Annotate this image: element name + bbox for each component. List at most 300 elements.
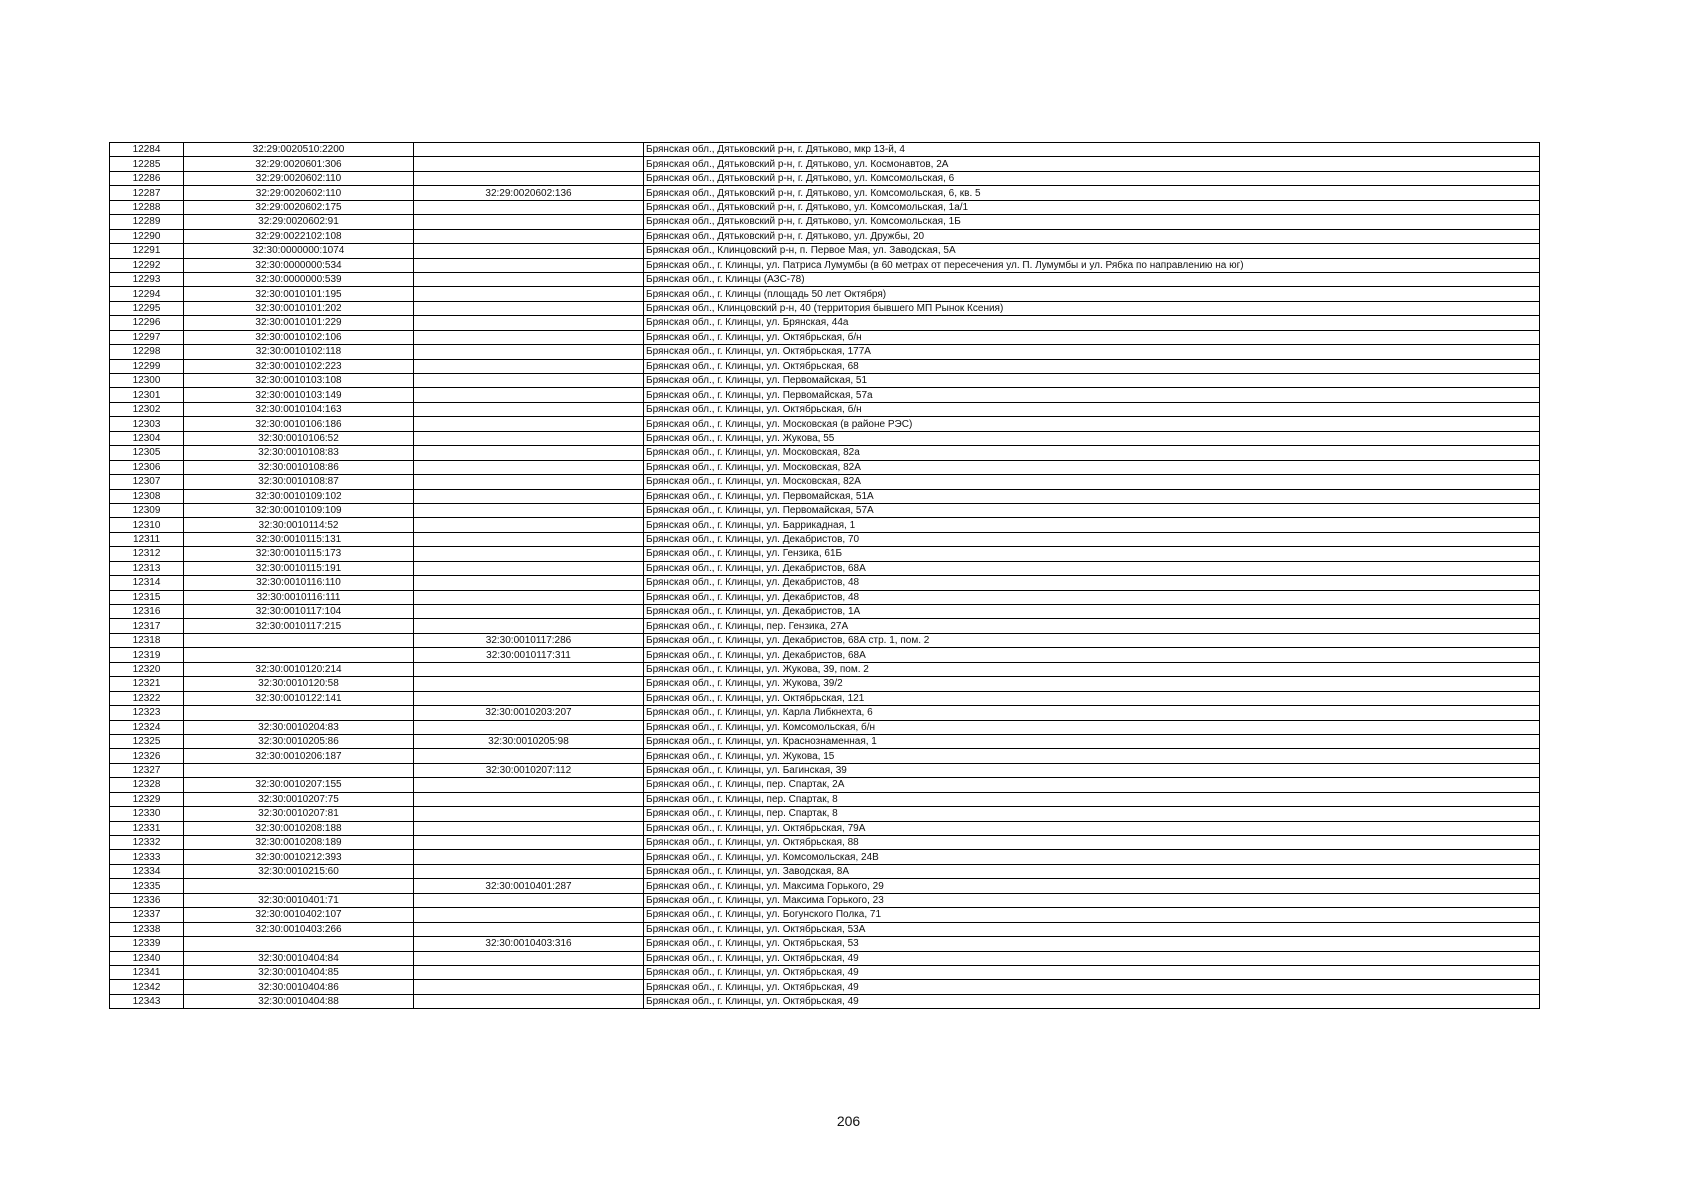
cadastral-number-building-cell [414, 301, 644, 315]
row-number-cell: 12288 [110, 200, 184, 214]
row-number-cell: 12313 [110, 561, 184, 575]
table-row [110, 374, 1540, 388]
cadastral-number-building-cell [414, 691, 644, 705]
cadastral-number-building-cell: 32:30:0010207:112 [414, 763, 644, 777]
cadastral-number-land-cell: 32:30:0010404:86 [184, 980, 414, 994]
address-cell: Брянская обл., г. Клинцы, ул. Октябрьская, 53 [644, 937, 1540, 951]
cadastral-number-building-cell [414, 749, 644, 763]
cadastral-number-land-cell: 32:30:0010207:155 [184, 778, 414, 792]
row-number-cell: 12317 [110, 619, 184, 633]
cadastral-number-land-cell: 32:29:0020602:175 [184, 200, 414, 214]
address-cell: Брянская обл., г. Клинцы, ул. Жукова, 39/2 [644, 677, 1540, 691]
row-number-cell: 12328 [110, 778, 184, 792]
table-row [110, 171, 1540, 185]
cadastral-number-building-cell [414, 893, 644, 907]
cadastral-number-building-cell [414, 792, 644, 806]
cadastral-number-land-cell: 32:30:0010115:131 [184, 532, 414, 546]
cadastral-number-land-cell [184, 763, 414, 777]
cadastral-number-land-cell: 32:30:0010206:187 [184, 749, 414, 763]
address-cell: Брянская обл., г. Клинцы, пер. Спартак, 8 [644, 807, 1540, 821]
address-cell: Брянская обл., г. Клинцы, ул. Комсомольская, 24В [644, 850, 1540, 864]
cadastral-number-land-cell: 32:29:0020602:110 [184, 186, 414, 200]
cadastral-number-land-cell: 32:30:0000000:539 [184, 272, 414, 286]
address-cell: Брянская обл., г. Клинцы, ул. Первомайская, 57А [644, 503, 1540, 517]
cadastral-number-building-cell [414, 489, 644, 503]
table-row [110, 229, 1540, 243]
cadastral-number-building-cell [414, 908, 644, 922]
row-number-cell: 12314 [110, 576, 184, 590]
cadastral-number-building-cell [414, 850, 644, 864]
table-row [110, 272, 1540, 286]
row-number-cell: 12286 [110, 171, 184, 185]
cadastral-number-building-cell: 32:30:0010203:207 [414, 706, 644, 720]
cadastral-number-building-cell [414, 965, 644, 979]
address-cell: Брянская обл., г. Клинцы, ул. Баррикадная, 1 [644, 518, 1540, 532]
address-cell: Брянская обл., Дятьковский р-н, г. Дятьково, ул. Комсомольская, 6, кв. 5 [644, 186, 1540, 200]
table-row [110, 662, 1540, 676]
cadastral-number-building-cell [414, 547, 644, 561]
row-number-cell: 12321 [110, 677, 184, 691]
cadastral-number-building-cell [414, 807, 644, 821]
cadastral-number-building-cell [414, 475, 644, 489]
cadastral-number-building-cell [414, 157, 644, 171]
cadastral-number-building-cell [414, 402, 644, 416]
table-row [110, 749, 1540, 763]
address-cell: Брянская обл., г. Клинцы, ул. Октябрьская, 49 [644, 994, 1540, 1008]
table-row [110, 677, 1540, 691]
table-row [110, 402, 1540, 416]
cadastral-number-land-cell: 32:29:0020602:91 [184, 215, 414, 229]
row-number-cell: 12324 [110, 720, 184, 734]
table-row [110, 706, 1540, 720]
row-number-cell: 12331 [110, 821, 184, 835]
row-number-cell: 12325 [110, 734, 184, 748]
row-number-cell: 12289 [110, 215, 184, 229]
cadastral-number-land-cell: 32:30:0010108:83 [184, 446, 414, 460]
row-number-cell: 12284 [110, 143, 184, 157]
row-number-cell: 12297 [110, 330, 184, 344]
row-number-cell: 12305 [110, 446, 184, 460]
address-cell: Брянская обл., г. Клинцы, ул. Октябрьская, 49 [644, 980, 1540, 994]
address-cell: Брянская обл., г. Клинцы, ул. Декабристов, 48 [644, 590, 1540, 604]
address-cell: Брянская обл., г. Клинцы, ул. Октябрьская, 79А [644, 821, 1540, 835]
row-number-cell: 12332 [110, 836, 184, 850]
cadastral-number-building-cell: 32:30:0010401:287 [414, 879, 644, 893]
table-row [110, 893, 1540, 907]
cadastral-number-land-cell [184, 879, 414, 893]
table-row [110, 648, 1540, 662]
cadastral-number-building-cell [414, 561, 644, 575]
table-row [110, 792, 1540, 806]
address-cell: Брянская обл., г. Клинцы, ул. Декабристов, 1А [644, 605, 1540, 619]
cadastral-number-land-cell: 32:30:0010115:173 [184, 547, 414, 561]
address-cell: Брянская обл., г. Клинцы, пер. Спартак, 2А [644, 778, 1540, 792]
row-number-cell: 12320 [110, 662, 184, 676]
cadastral-number-land-cell: 32:30:0010102:223 [184, 359, 414, 373]
cadastral-number-building-cell [414, 836, 644, 850]
table-row [110, 287, 1540, 301]
row-number-cell: 12335 [110, 879, 184, 893]
cadastral-number-building-cell [414, 518, 644, 532]
address-cell: Брянская обл., г. Клинцы, ул. Октябрьская, 88 [644, 836, 1540, 850]
row-number-cell: 12338 [110, 922, 184, 936]
table-row [110, 431, 1540, 445]
table-row [110, 850, 1540, 864]
cadastral-number-building-cell [414, 244, 644, 258]
table-row [110, 965, 1540, 979]
row-number-cell: 12292 [110, 258, 184, 272]
table-row [110, 388, 1540, 402]
cadastral-number-building-cell [414, 532, 644, 546]
cadastral-number-building-cell [414, 143, 644, 157]
cadastral-number-land-cell: 32:30:0010116:111 [184, 590, 414, 604]
address-cell: Брянская обл., г. Клинцы, ул. Декабристов, 48 [644, 576, 1540, 590]
address-cell: Брянская обл., Дятьковский р-н, г. Дятьково, мкр 13-й, 4 [644, 143, 1540, 157]
cadastral-number-land-cell: 32:30:0010104:163 [184, 402, 414, 416]
row-number-cell: 12342 [110, 980, 184, 994]
table-row [110, 489, 1540, 503]
cadastral-number-building-cell [414, 994, 644, 1008]
row-number-cell: 12298 [110, 345, 184, 359]
cadastral-number-building-cell [414, 272, 644, 286]
cadastral-number-land-cell: 32:30:0010117:104 [184, 605, 414, 619]
table-row [110, 879, 1540, 893]
row-number-cell: 12330 [110, 807, 184, 821]
cadastral-number-land-cell [184, 633, 414, 647]
table-row [110, 518, 1540, 532]
table-row [110, 417, 1540, 431]
address-cell: Брянская обл., г. Клинцы, ул. Московская, 82А [644, 460, 1540, 474]
address-cell: Брянская обл., г. Клинцы (АЗС-78) [644, 272, 1540, 286]
address-cell: Брянская обл., г. Клинцы, ул. Московская, 82А [644, 475, 1540, 489]
row-number-cell: 12339 [110, 937, 184, 951]
cadastral-number-building-cell: 32:29:0020602:136 [414, 186, 644, 200]
table-row [110, 532, 1540, 546]
row-number-cell: 12310 [110, 518, 184, 532]
address-cell: Брянская обл., г. Клинцы, ул. Первомайская, 51 [644, 374, 1540, 388]
table-row [110, 186, 1540, 200]
table-row [110, 619, 1540, 633]
cadastral-number-building-cell [414, 590, 644, 604]
cadastral-number-land-cell [184, 706, 414, 720]
address-cell: Брянская обл., Клинцовский р-н, п. Первое Мая, ул. Заводская, 5А [644, 244, 1540, 258]
address-cell: Брянская обл., г. Клинцы, ул. Жукова, 15 [644, 749, 1540, 763]
cadastral-number-building-cell [414, 677, 644, 691]
row-number-cell: 12306 [110, 460, 184, 474]
table-row [110, 330, 1540, 344]
row-number-cell: 12322 [110, 691, 184, 705]
row-number-cell: 12290 [110, 229, 184, 243]
row-number-cell: 12287 [110, 186, 184, 200]
address-cell: Брянская обл., Дятьковский р-н, г. Дятьково, ул. Дружбы, 20 [644, 229, 1540, 243]
table-row [110, 345, 1540, 359]
cadastral-number-building-cell [414, 431, 644, 445]
row-number-cell: 12336 [110, 893, 184, 907]
row-number-cell: 12312 [110, 547, 184, 561]
cadastral-number-building-cell [414, 388, 644, 402]
address-cell: Брянская обл., г. Клинцы, ул. Октябрьская, 53А [644, 922, 1540, 936]
address-cell: Брянская обл., г. Клинцы, ул. Октябрьская, б/н [644, 330, 1540, 344]
cadastral-number-building-cell [414, 576, 644, 590]
row-number-cell: 12300 [110, 374, 184, 388]
cadastral-number-land-cell: 32:30:0010207:81 [184, 807, 414, 821]
row-number-cell: 12304 [110, 431, 184, 445]
cadastral-number-land-cell: 32:30:0010404:88 [184, 994, 414, 1008]
cadastral-number-land-cell: 32:30:0010404:85 [184, 965, 414, 979]
address-cell: Брянская обл., г. Клинцы, пер. Гензика, 27А [644, 619, 1540, 633]
cadastral-number-land-cell: 32:30:0010102:106 [184, 330, 414, 344]
table-row [110, 980, 1540, 994]
table-row [110, 590, 1540, 604]
cadastral-number-building-cell [414, 345, 644, 359]
row-number-cell: 12333 [110, 850, 184, 864]
table-row [110, 561, 1540, 575]
table-row [110, 922, 1540, 936]
cadastral-number-building-cell [414, 720, 644, 734]
address-cell: Брянская обл., Дятьковский р-н, г. Дятьково, ул. Комсомольская, 6 [644, 171, 1540, 185]
row-number-cell: 12293 [110, 272, 184, 286]
row-number-cell: 12318 [110, 633, 184, 647]
address-cell: Брянская обл., Клинцовский р-н, 40 (территория бывшего МП Рынок Ксения) [644, 301, 1540, 315]
table-row [110, 691, 1540, 705]
table-row [110, 836, 1540, 850]
table-row [110, 446, 1540, 460]
cadastral-number-building-cell [414, 200, 644, 214]
row-number-cell: 12291 [110, 244, 184, 258]
cadastral-number-building-cell: 32:30:0010117:311 [414, 648, 644, 662]
address-cell: Брянская обл., г. Клинцы, ул. Декабристов, 70 [644, 532, 1540, 546]
cadastral-number-land-cell: 32:29:0020510:2200 [184, 143, 414, 157]
registry-table-body [110, 143, 1540, 1009]
table-row [110, 157, 1540, 171]
cadastral-number-building-cell [414, 951, 644, 965]
cadastral-number-building-cell [414, 171, 644, 185]
row-number-cell: 12308 [110, 489, 184, 503]
row-number-cell: 12301 [110, 388, 184, 402]
row-number-cell: 12319 [110, 648, 184, 662]
address-cell: Брянская обл., г. Клинцы, ул. Гензика, 61Б [644, 547, 1540, 561]
table-row [110, 994, 1540, 1008]
cadastral-number-land-cell: 32:30:0010108:87 [184, 475, 414, 489]
cadastral-number-land-cell: 32:30:0010122:141 [184, 691, 414, 705]
cadastral-number-building-cell [414, 503, 644, 517]
cadastral-number-building-cell [414, 446, 644, 460]
address-cell: Брянская обл., г. Клинцы, ул. Богунского Полка, 71 [644, 908, 1540, 922]
row-number-cell: 12295 [110, 301, 184, 315]
table-row [110, 316, 1540, 330]
table-row [110, 576, 1540, 590]
address-cell: Брянская обл., Дятьковский р-н, г. Дятьково, ул. Комсомольская, 1Б [644, 215, 1540, 229]
address-cell: Брянская обл., г. Клинцы, ул. Максима Горького, 23 [644, 893, 1540, 907]
cadastral-number-land-cell: 32:30:0010120:214 [184, 662, 414, 676]
table-row [110, 143, 1540, 157]
cadastral-number-land-cell: 32:30:0010120:58 [184, 677, 414, 691]
address-cell: Брянская обл., г. Клинцы, ул. Октябрьская, 177А [644, 345, 1540, 359]
cadastral-number-land-cell: 32:30:0010103:149 [184, 388, 414, 402]
cadastral-number-building-cell [414, 619, 644, 633]
table-row [110, 720, 1540, 734]
cadastral-number-land-cell: 32:30:0000000:1074 [184, 244, 414, 258]
row-number-cell: 12340 [110, 951, 184, 965]
row-number-cell: 12326 [110, 749, 184, 763]
address-cell: Брянская обл., г. Клинцы, ул. Краснознаменная, 1 [644, 734, 1540, 748]
cadastral-number-land-cell: 32:30:0010106:52 [184, 431, 414, 445]
table-row [110, 937, 1540, 951]
table-row [110, 547, 1540, 561]
row-number-cell: 12299 [110, 359, 184, 373]
table-row [110, 908, 1540, 922]
cadastral-number-land-cell: 32:30:0010207:75 [184, 792, 414, 806]
cadastral-number-land-cell: 32:30:0010212:393 [184, 850, 414, 864]
cadastral-number-land-cell: 32:30:0010106:186 [184, 417, 414, 431]
cadastral-number-land-cell: 32:30:0010116:110 [184, 576, 414, 590]
address-cell: Брянская обл., Дятьковский р-н, г. Дятьково, ул. Комсомольская, 1а/1 [644, 200, 1540, 214]
table-row [110, 215, 1540, 229]
cadastral-number-land-cell: 32:30:0010215:60 [184, 864, 414, 878]
cadastral-number-land-cell: 32:30:0010109:102 [184, 489, 414, 503]
address-cell: Брянская обл., г. Клинцы (площадь 50 лет Октября) [644, 287, 1540, 301]
address-cell: Брянская обл., г. Клинцы, ул. Первомайская, 51А [644, 489, 1540, 503]
cadastral-number-land-cell: 32:29:0020601:306 [184, 157, 414, 171]
cadastral-number-land-cell: 32:30:0010103:108 [184, 374, 414, 388]
row-number-cell: 12315 [110, 590, 184, 604]
cadastral-number-land-cell: 32:30:0010402:107 [184, 908, 414, 922]
address-cell: Брянская обл., Дятьковский р-н, г. Дятьково, ул. Космонавтов, 2А [644, 157, 1540, 171]
cadastral-number-land-cell: 32:30:0010109:109 [184, 503, 414, 517]
cadastral-number-land-cell: 32:30:0010208:189 [184, 836, 414, 850]
address-cell: Брянская обл., г. Клинцы, ул. Декабристов, 68А [644, 648, 1540, 662]
cadastral-number-land-cell: 32:30:0010117:215 [184, 619, 414, 633]
row-number-cell: 12343 [110, 994, 184, 1008]
cadastral-number-building-cell [414, 316, 644, 330]
address-cell: Брянская обл., г. Клинцы, ул. Жукова, 39, пом. 2 [644, 662, 1540, 676]
table-row [110, 301, 1540, 315]
cadastral-number-land-cell: 32:30:0010208:188 [184, 821, 414, 835]
address-cell: Брянская обл., г. Клинцы, ул. Октябрьская, 49 [644, 951, 1540, 965]
cadastral-number-building-cell [414, 662, 644, 676]
cadastral-number-land-cell: 32:30:0010101:202 [184, 301, 414, 315]
table-row [110, 475, 1540, 489]
table-row [110, 244, 1540, 258]
cadastral-number-land-cell: 32:30:0010115:191 [184, 561, 414, 575]
address-cell: Брянская обл., г. Клинцы, ул. Октябрьская, б/н [644, 402, 1540, 416]
cadastral-number-land-cell: 32:30:0010114:52 [184, 518, 414, 532]
row-number-cell: 12334 [110, 864, 184, 878]
page-number: 206 [836, 1113, 861, 1129]
cadastral-number-land-cell: 32:30:0000000:534 [184, 258, 414, 272]
row-number-cell: 12341 [110, 965, 184, 979]
table-row [110, 821, 1540, 835]
cadastral-number-land-cell: 32:30:0010403:266 [184, 922, 414, 936]
table-row [110, 864, 1540, 878]
cadastral-number-building-cell [414, 605, 644, 619]
address-cell: Брянская обл., г. Клинцы, ул. Жукова, 55 [644, 431, 1540, 445]
registry-table [109, 142, 1540, 1009]
cadastral-number-building-cell: 32:30:0010117:286 [414, 633, 644, 647]
table-row [110, 807, 1540, 821]
cadastral-number-building-cell [414, 417, 644, 431]
table-row [110, 200, 1540, 214]
cadastral-number-building-cell: 32:30:0010205:98 [414, 734, 644, 748]
cadastral-number-land-cell: 32:29:0022102:108 [184, 229, 414, 243]
table-row [110, 734, 1540, 748]
table-row [110, 605, 1540, 619]
cadastral-number-land-cell: 32:30:0010101:195 [184, 287, 414, 301]
address-cell: Брянская обл., г. Клинцы, ул. Октябрьская, 121 [644, 691, 1540, 705]
address-cell: Брянская обл., г. Клинцы, ул. Декабристов, 68А [644, 561, 1540, 575]
cadastral-number-land-cell: 32:30:0010401:71 [184, 893, 414, 907]
address-cell: Брянская обл., г. Клинцы, ул. Московская, 82а [644, 446, 1540, 460]
address-cell: Брянская обл., г. Клинцы, ул. Карла Либкнехта, 6 [644, 706, 1540, 720]
cadastral-number-land-cell: 32:30:0010204:83 [184, 720, 414, 734]
table-row [110, 503, 1540, 517]
cadastral-number-building-cell [414, 287, 644, 301]
address-cell: Брянская обл., г. Клинцы, ул. Декабристов, 68А стр. 1, пом. 2 [644, 633, 1540, 647]
row-number-cell: 12316 [110, 605, 184, 619]
address-cell: Брянская обл., г. Клинцы, ул. Октябрьская, 49 [644, 965, 1540, 979]
cadastral-number-land-cell: 32:29:0020602:110 [184, 171, 414, 185]
cadastral-number-building-cell [414, 374, 644, 388]
table-row [110, 258, 1540, 272]
row-number-cell: 12285 [110, 157, 184, 171]
cadastral-number-building-cell [414, 922, 644, 936]
cadastral-number-land-cell [184, 648, 414, 662]
cadastral-number-building-cell [414, 980, 644, 994]
table-row [110, 951, 1540, 965]
table-row [110, 460, 1540, 474]
row-number-cell: 12296 [110, 316, 184, 330]
cadastral-number-land-cell: 32:30:0010205:86 [184, 734, 414, 748]
row-number-cell: 12303 [110, 417, 184, 431]
cadastral-number-building-cell [414, 359, 644, 373]
table-row [110, 763, 1540, 777]
row-number-cell: 12311 [110, 532, 184, 546]
row-number-cell: 12329 [110, 792, 184, 806]
address-cell: Брянская обл., г. Клинцы, ул. Первомайская, 57а [644, 388, 1540, 402]
address-cell: Брянская обл., г. Клинцы, ул. Багинская, 39 [644, 763, 1540, 777]
address-cell: Брянская обл., г. Клинцы, ул. Московская (в районе РЭС) [644, 417, 1540, 431]
cadastral-number-land-cell: 32:30:0010101:229 [184, 316, 414, 330]
cadastral-number-building-cell [414, 215, 644, 229]
cadastral-number-building-cell [414, 460, 644, 474]
row-number-cell: 12327 [110, 763, 184, 777]
cadastral-number-building-cell [414, 821, 644, 835]
row-number-cell: 12309 [110, 503, 184, 517]
cadastral-number-building-cell [414, 778, 644, 792]
cadastral-number-building-cell: 32:30:0010403:316 [414, 937, 644, 951]
cadastral-number-building-cell [414, 864, 644, 878]
row-number-cell: 12337 [110, 908, 184, 922]
address-cell: Брянская обл., г. Клинцы, ул. Патриса Лумумбы (в 60 метрах от пересечения ул. П. Лумумбы и ул. Рябка по направлению на юг) [644, 258, 1540, 272]
address-cell: Брянская обл., г. Клинцы, ул. Комсомольская, б/н [644, 720, 1540, 734]
row-number-cell: 12307 [110, 475, 184, 489]
row-number-cell: 12323 [110, 706, 184, 720]
table-row [110, 778, 1540, 792]
row-number-cell: 12302 [110, 402, 184, 416]
cadastral-number-building-cell [414, 330, 644, 344]
cadastral-number-land-cell: 32:30:0010404:84 [184, 951, 414, 965]
table-row [110, 359, 1540, 373]
address-cell: Брянская обл., г. Клинцы, ул. Максима Горького, 29 [644, 879, 1540, 893]
table-row [110, 633, 1540, 647]
row-number-cell: 12294 [110, 287, 184, 301]
address-cell: Брянская обл., г. Клинцы, ул. Брянская, 44а [644, 316, 1540, 330]
cadastral-number-building-cell [414, 258, 644, 272]
address-cell: Брянская обл., г. Клинцы, ул. Октябрьская, 68 [644, 359, 1540, 373]
cadastral-number-land-cell: 32:30:0010102:118 [184, 345, 414, 359]
cadastral-number-land-cell [184, 937, 414, 951]
cadastral-number-building-cell [414, 229, 644, 243]
